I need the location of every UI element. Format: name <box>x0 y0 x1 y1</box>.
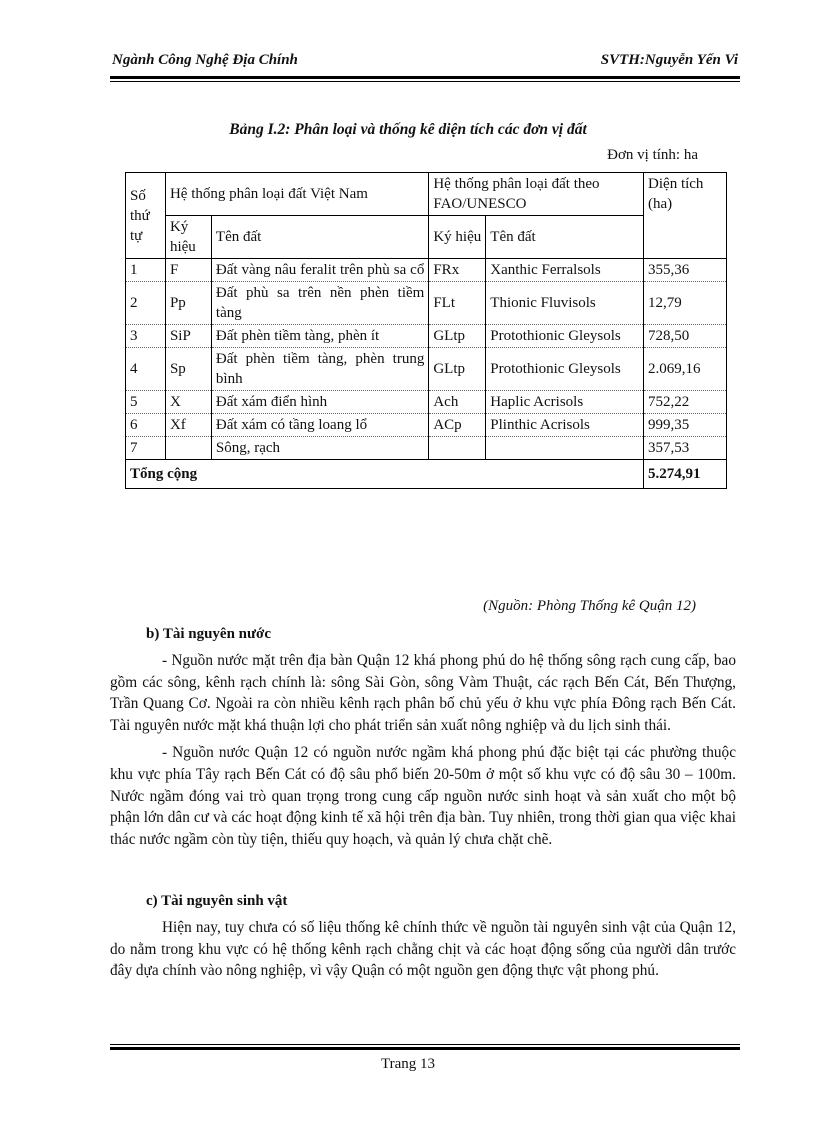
cell-fao-name <box>486 437 644 460</box>
footer-rule-thin <box>110 1044 740 1045</box>
cell-vn-name: Sông, rạch <box>211 437 428 460</box>
cell-area: 357,53 <box>644 437 727 460</box>
cell-fao-name: Protothionic Gleysols <box>486 348 644 391</box>
cell-area: 752,22 <box>644 391 727 414</box>
header-vn-name: Tên đất <box>211 216 428 259</box>
cell-area: 999,35 <box>644 414 727 437</box>
cell-vn-name: Đất phèn tiềm tàng, phèn ít <box>211 325 428 348</box>
page-number: Trang 13 <box>380 1056 436 1072</box>
cell-fao-code <box>429 437 486 460</box>
cell-fao-name: Haplic Acrisols <box>486 391 644 414</box>
section-water-body <box>110 650 736 850</box>
cell-vn-code: SiP <box>165 325 211 348</box>
cell-fao-code: GLtp <box>429 348 486 391</box>
header-department: Ngành Công Nghệ Địa Chính <box>112 52 298 68</box>
header-vn-system: Hệ thống phân loại đất Việt Nam <box>165 173 428 216</box>
footer-rule <box>110 1047 740 1050</box>
cell-vn-code: X <box>165 391 211 414</box>
table-row <box>126 282 727 325</box>
cell-vn-code <box>165 437 211 460</box>
cell-fao-code: ACp <box>429 414 486 437</box>
cell-stt: 6 <box>126 414 166 437</box>
table-row <box>126 348 727 391</box>
source-note: (Nguồn: Phòng Thống kê Quận 12) <box>483 598 696 614</box>
cell-fao-name: Protothionic Gleysols <box>486 325 644 348</box>
soil-classification-table <box>125 172 727 489</box>
table-row <box>126 259 727 282</box>
table-row <box>126 391 727 414</box>
header-author: SVTH:Nguyễn Yến Vi <box>600 52 738 68</box>
cell-vn-code: Pp <box>165 282 211 325</box>
cell-stt: 3 <box>126 325 166 348</box>
header-fao-system: Hệ thống phân loại đất theo FAO/UNESCO <box>429 173 644 216</box>
cell-vn-name: Đất phù sa trên nền phèn tiềm tàng <box>211 282 428 325</box>
unit-note: Đơn vị tính: ha <box>607 147 698 163</box>
cell-vn-code: Xf <box>165 414 211 437</box>
cell-fao-code: FRx <box>429 259 486 282</box>
section-title-biology: c) Tài nguyên sinh vật <box>146 893 288 909</box>
cell-fao-name: Thionic Fluvisols <box>486 282 644 325</box>
paragraph: Hiện nay, tuy chưa có số liệu thống kê chính thức về nguồn tài nguyên sinh vật của Quận 12, do nằm trong khu vực có hệ thống kênh rạch chằng chịt và các hoạt động sống của người dân trước đây dựa chính vào nông nghiệp, vì vậy Quận có một nguồn gen động thực vật phong phú. <box>110 919 736 980</box>
paragraph: - Nguồn nước mặt trên địa bàn Quận 12 khá phong phú do hệ thống sông rạch cung cấp, bao gồm các sông, kênh rạch chính là: sông Sài Gòn, sông Vàm Thuật, các rạch Bến Cát, Bến Thượng, Trần Quang Cơ. Ngoài ra còn nhiều kênh rạch phân bố chủ yếu ở khu vực phía Đông rạch Bến Cát. Tài nguyên nước mặt khá thuận lợi cho phát triển sản xuất nông nghiệp và du lịch sinh thái. <box>110 652 736 734</box>
table-caption: Bảng I.2: Phân loại và thống kê diện tích các đơn vị đất <box>229 121 587 138</box>
cell-area: 12,79 <box>644 282 727 325</box>
cell-vn-name: Đất xám điển hình <box>211 391 428 414</box>
cell-vn-name: Đất phèn tiềm tàng, phèn trung bình <box>211 348 428 391</box>
header-stt: Số thứ tự <box>126 173 166 259</box>
header-rule <box>110 76 740 79</box>
cell-stt: 7 <box>126 437 166 460</box>
section-title-water: b) Tài nguyên nước <box>146 626 271 642</box>
cell-stt: 2 <box>126 282 166 325</box>
total-row <box>126 460 727 489</box>
cell-vn-name: Đất xám có tầng loang lổ <box>211 414 428 437</box>
total-value: 5.274,91 <box>644 460 727 489</box>
total-label: Tổng cộng <box>126 460 644 489</box>
cell-vn-code: Sp <box>165 348 211 391</box>
cell-vn-code: F <box>165 259 211 282</box>
cell-stt: 1 <box>126 259 166 282</box>
header-rule-thin <box>110 81 740 82</box>
cell-stt: 4 <box>126 348 166 391</box>
cell-fao-code: GLtp <box>429 325 486 348</box>
header-fao-name: Tên đất <box>486 216 644 259</box>
header-area: Diện tích (ha) <box>644 173 727 259</box>
cell-fao-code: FLt <box>429 282 486 325</box>
cell-stt: 5 <box>126 391 166 414</box>
header-fao-symbol: Ký hiệu <box>429 216 486 259</box>
page-header <box>110 50 740 72</box>
header-vn-symbol: Ký hiệu <box>165 216 211 259</box>
paragraph: - Nguồn nước Quận 12 có nguồn nước ngầm khá phong phú đặc biệt tại các phường thuộc khu vực phía Tây rạch Bến Cát có độ sâu phổ biến 20-50m ở một số khu vực có độ sâu 30 – 100m. Nước ngầm đóng vai trò quan trọng trong cung cấp nguồn nước sinh hoạt và sản xuất cho một bộ phận lớn dân cư và các hoạt động kinh tế xã hội trên địa bàn. Tuy nhiên, trong thời gian qua việc khai thác nước ngầm còn tùy tiện, thiếu quy hoạch, và quản lý chưa chặt chẽ. <box>110 744 736 848</box>
cell-fao-name: Xanthic Ferralsols <box>486 259 644 282</box>
cell-vn-name: Đất vàng nâu feralit trên phù sa cổ <box>211 259 428 282</box>
cell-area: 2.069,16 <box>644 348 727 391</box>
table-row <box>126 325 727 348</box>
section-biology-body <box>110 917 736 982</box>
table-row <box>126 437 727 460</box>
cell-fao-code: Ach <box>429 391 486 414</box>
table-row <box>126 414 727 437</box>
cell-fao-name: Plinthic Acrisols <box>486 414 644 437</box>
cell-area: 355,36 <box>644 259 727 282</box>
cell-area: 728,50 <box>644 325 727 348</box>
